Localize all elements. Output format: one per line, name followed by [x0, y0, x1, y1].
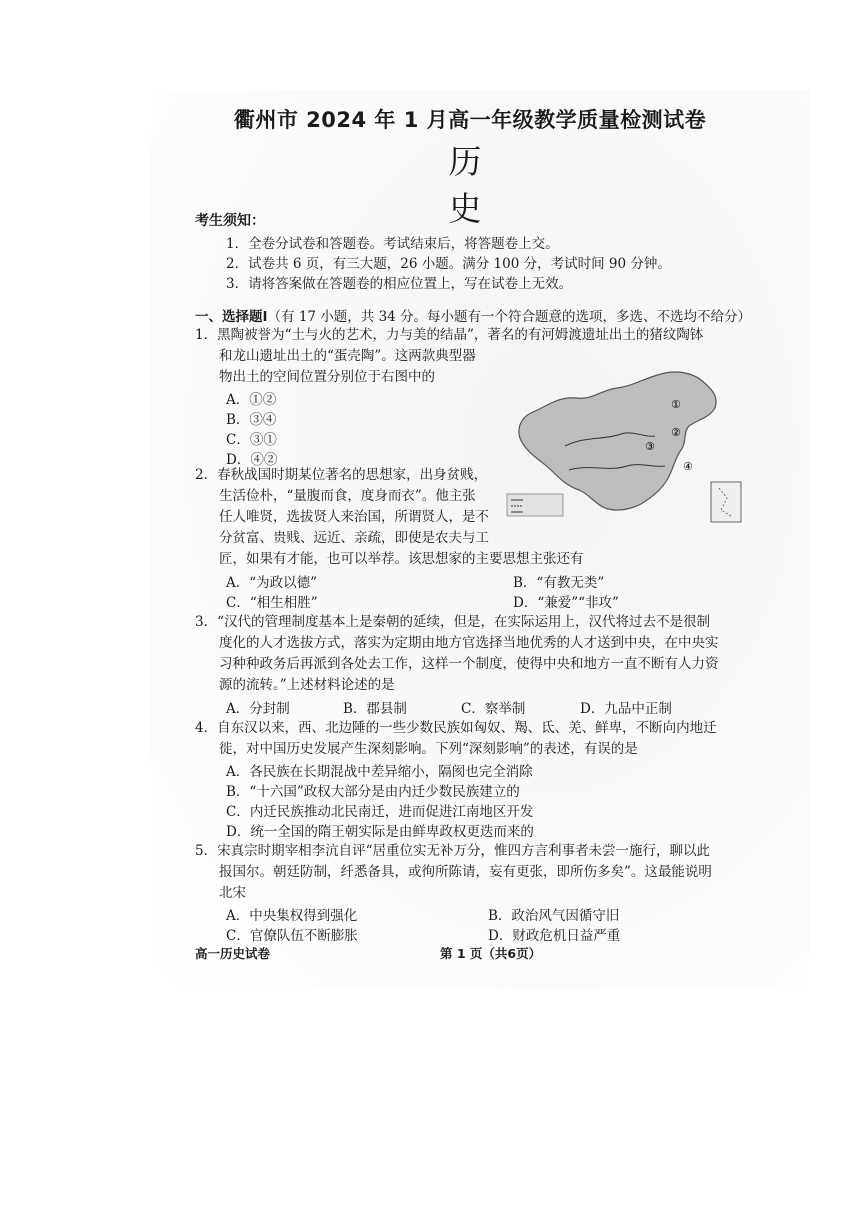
question-2-option-c: C．“相生相胜”: [226, 595, 318, 611]
question-5-option-b: B．政治风气因循守旧: [488, 908, 620, 924]
question-2-text: 生活俭朴，“量腹而食，度身而衣”。他主张: [219, 488, 476, 504]
section-description: （有 17 小题，共 34 分。每小题有一个符合题意的选项，多选、不选均不给分）: [267, 309, 752, 325]
footer-page-number: 第 1 页（共6页）: [440, 946, 542, 961]
map-marker-1: ①: [671, 398, 681, 411]
map-legend: [507, 494, 563, 516]
notice-heading: 考生须知：: [195, 213, 265, 229]
question-2-option-a: A．“为政以德”: [226, 575, 318, 591]
question-2-text: 匠，如果有才能，也可以举荐。该思想家的主要思想主张还有: [219, 551, 584, 567]
question-3-option-a: A．分封制: [226, 701, 290, 717]
question-1-text: 物出土的空间位置分别位于右图中的: [219, 369, 435, 385]
question-1-option-c: C．③①: [226, 432, 277, 448]
question-1-text: 和龙山遗址出土的“蛋壳陶”。这两款典型器: [219, 348, 476, 364]
question-1-option-a: A．①②: [226, 392, 277, 408]
question-3-option-c: C．察举制: [461, 701, 526, 717]
map-marker-2: ②: [671, 426, 681, 439]
question-1-option-d: D．④②: [226, 452, 278, 468]
question-1-text: 1．黑陶被誉为“土与火的艺术，力与美的结晶”，著名的有河姆渡遗址出土的猪纹陶钵: [195, 327, 704, 343]
footer-subject: 高一历史试卷: [195, 946, 271, 961]
question-5-option-a: A．中央集权得到强化: [226, 908, 358, 924]
notice-item: 3．请将答案做在答题卷的相应位置上，写在试卷上无效。: [226, 276, 573, 292]
question-3-option-d: D．九品中正制: [580, 701, 672, 717]
question-2-option-d: D．“兼爱”“非攻”: [513, 595, 619, 611]
china-map: [505, 366, 745, 526]
question-5-option-c: C．官僚队伍不断膨胀: [226, 928, 358, 944]
question-2-option-b: B．“有教无类”: [513, 575, 605, 591]
question-3-text: 习种种政务后再派到各处去工作，这样一个制度，使得中央和地方一直不断有人力资: [219, 656, 719, 672]
question-2-text: 分贫富、贵贱、远近、亲疏，即使是农夫与工: [219, 530, 489, 546]
question-4-text: 徙，对中国历史发展产生深刻影响。下列“深刻影响”的表述，有误的是: [219, 741, 638, 757]
question-2-text: 2．春秋战国时期某位著名的思想家，出身贫贱，: [195, 467, 488, 483]
question-4-option-d: D．统一全国的隋王朝实际是由鲜卑政权更迭而来的: [226, 824, 534, 840]
question-4-option-b: B．“十六国”政权大部分是由内迁少数民族建立的: [226, 784, 520, 800]
notice-item: 2．试卷共 6 页，有三大题，26 小题。满分 100 分，考试时间 90 分钟。: [226, 256, 671, 272]
question-5-text: 报国尔。朝廷防制，纤悉备具，或徇所陈请，妄有更张，即所伤多矣”。这最能说明: [219, 864, 712, 880]
south-sea-inset: [711, 482, 741, 522]
question-3-text: 度化的人才选拔方式，落实为定期由地方官选择当地优秀的人才送到中央，在中央实: [219, 635, 719, 651]
question-3-option-b: B．郡县制: [343, 701, 407, 717]
subject-heading: 历 史: [448, 142, 492, 228]
question-4-option-a: A．各民族在长期混战中差异缩小，隔阂也完全消除: [226, 764, 533, 780]
china-outline: [519, 372, 716, 510]
notice-item: 1．全卷分试卷和答题卷。考试结束后，将答题卷上交。: [226, 236, 559, 252]
section-title: 一、选择题Ⅰ: [195, 309, 268, 325]
question-4-option-c: C．内迁民族推动北民南迁，进而促进江南地区开发: [226, 804, 534, 820]
question-4-text: 4．自东汉以来，西、北边陲的一些少数民族如匈奴、羯、氐、羌、鲜卑，不断向内地迁: [195, 720, 717, 736]
question-5-text: 5．宋真宗时期宰相李沆自评“居重位实无补万分，惟四方言利事者未尝一施行，聊以此: [195, 843, 710, 859]
exam-title: 衢州市 2024 年 1 月高一年级教学质量检测试卷: [233, 108, 707, 132]
map-marker-4: ④: [683, 460, 693, 473]
question-3-text: 源的流转。”上述材料论述的是: [219, 677, 395, 693]
question-1-option-b: B．③④: [226, 412, 277, 428]
map-marker-3: ③: [645, 440, 655, 453]
question-3-text: 3．“汉代的管理制度基本上是秦朝的延续，但是，在实际运用上，汉代将过去不是很制: [195, 614, 710, 630]
question-2-text: 任人唯贤，选拔贤人来治国，所谓贤人，是不: [219, 509, 489, 525]
question-5-text: 北宋: [219, 885, 246, 901]
question-5-option-d: D．财政危机日益严重: [488, 928, 621, 944]
section-heading: [195, 305, 751, 325]
